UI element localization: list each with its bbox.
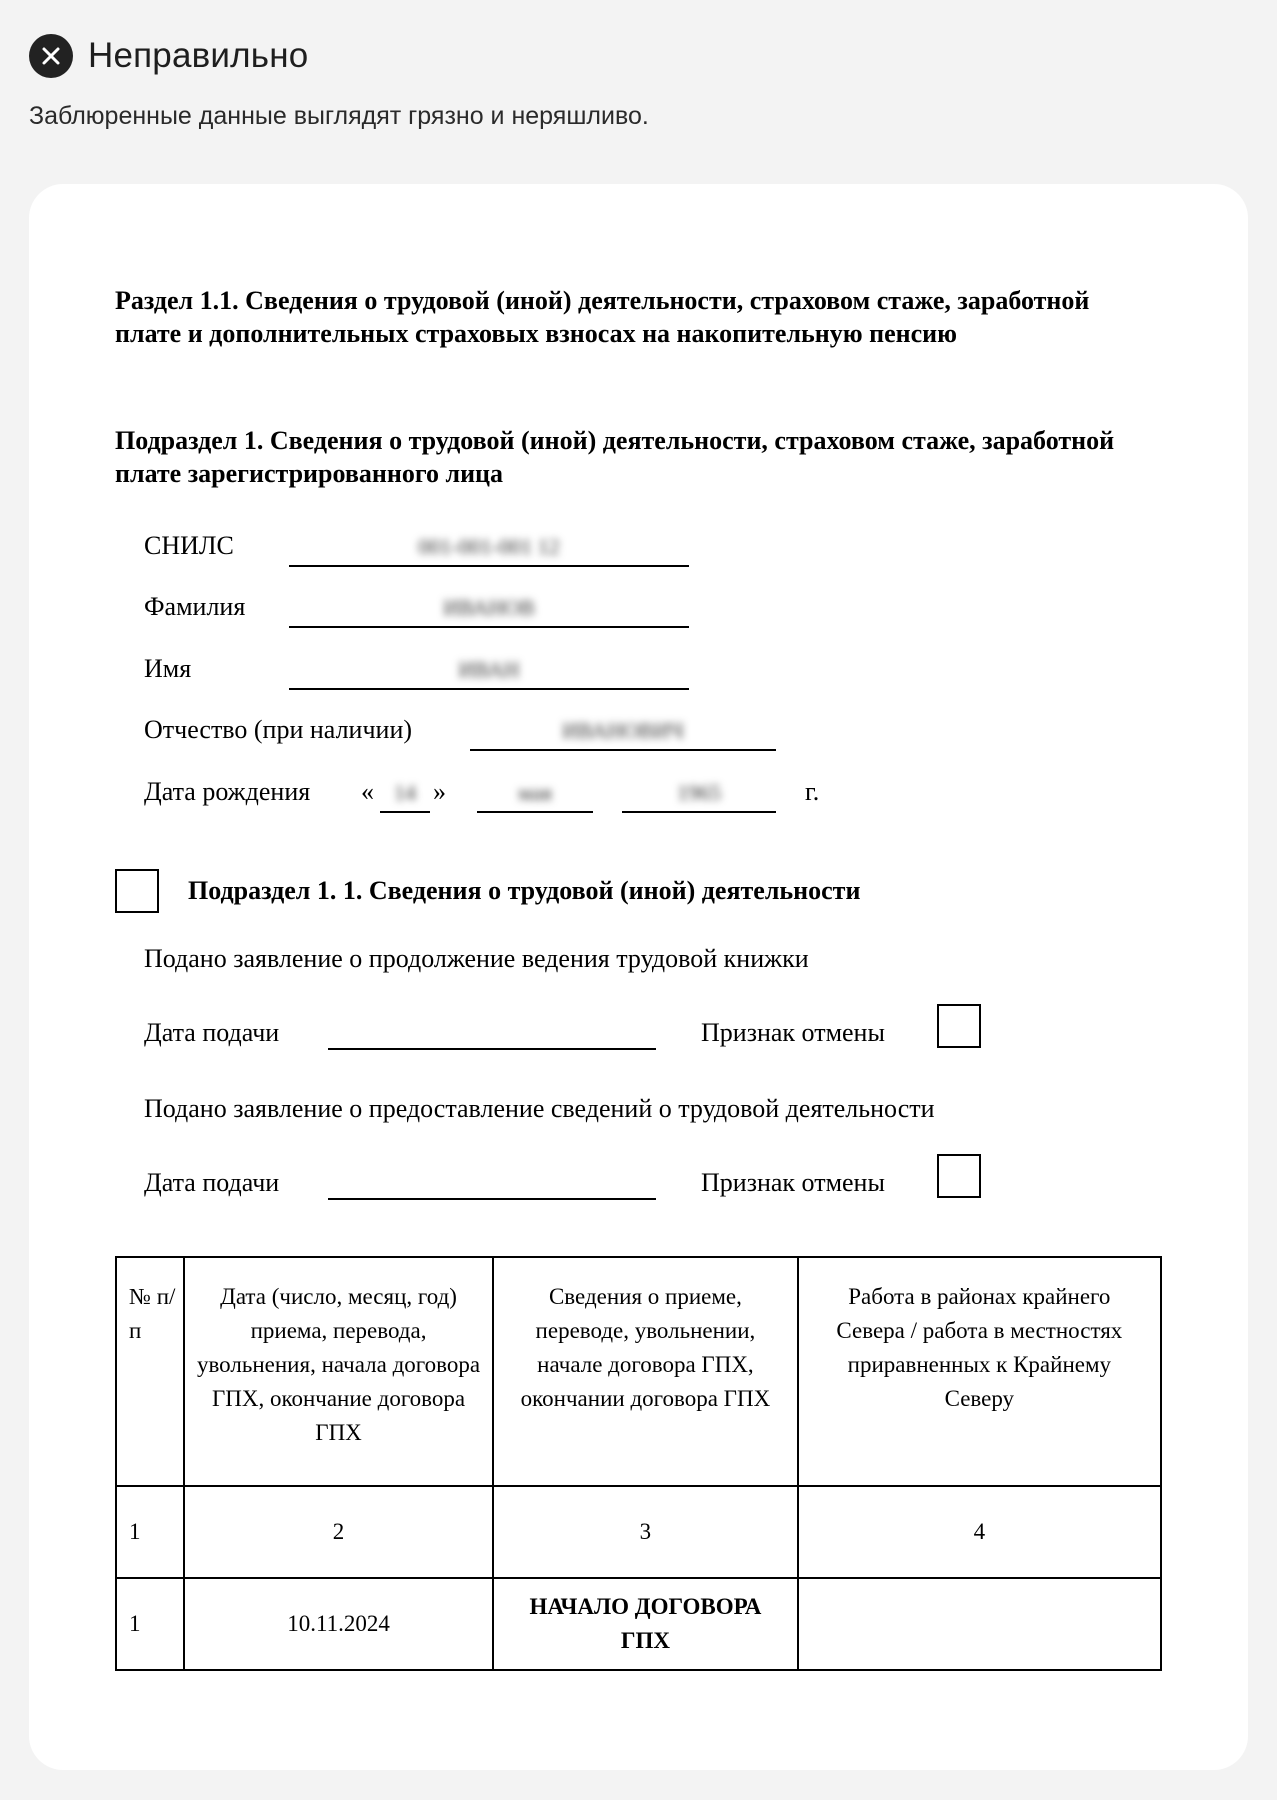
colnum-4: 4 [798, 1486, 1161, 1578]
date2-label: Дата подачи [144, 1168, 280, 1197]
header-title: Неправильно [88, 36, 309, 75]
cancel2-checkbox[interactable] [937, 1154, 981, 1198]
row-info: НАЧАЛО ДОГОВОРА ГПХ [493, 1578, 797, 1670]
birth-day-line [380, 811, 430, 813]
birth-open-quote: « [361, 777, 374, 806]
patronymic-label: Отчество (при наличии) [144, 715, 413, 744]
header-num: № п/п [116, 1257, 184, 1486]
subsection-title: Подраздел 1. Сведения о трудовой (иной) деятельности, страховом стаже, заработной плате зарегистрированного лица [115, 426, 1115, 488]
statement2-text: Подано заявление о предоставление сведений о трудовой деятельности [144, 1094, 935, 1123]
activity-table [115, 1256, 1162, 1671]
subsection-checkbox[interactable] [115, 869, 159, 913]
date2-line[interactable] [328, 1198, 656, 1200]
name-label: Имя [144, 654, 192, 683]
snils-value: 001-001-001 12 [418, 534, 560, 559]
error-header [29, 34, 308, 78]
colnum-3: 3 [493, 1486, 797, 1578]
table-header-row [116, 1257, 1161, 1486]
patronymic-line [470, 749, 776, 751]
header-subtitle: Заблюренные данные выглядят грязно и неряшливо. [29, 102, 649, 130]
cancel1-label: Признак отмены [701, 1018, 885, 1047]
table-row [116, 1578, 1161, 1670]
statement1-text: Подано заявление о продолжение ведения трудовой книжки [144, 944, 809, 973]
document-page [29, 184, 1248, 1770]
surname-value: ИВАНОВ [443, 595, 535, 620]
birth-label: Дата рождения [144, 777, 311, 806]
surname-label: Фамилия [144, 592, 246, 621]
row-date: 10.11.2024 [184, 1578, 493, 1670]
header-date: Дата (число, месяц, год) приема, перевода, увольнения, начала договора ГПХ, окончание договора ГПХ [184, 1257, 493, 1486]
cancel1-checkbox[interactable] [937, 1004, 981, 1048]
close-circle-icon [29, 34, 73, 78]
colnum-2: 2 [184, 1486, 493, 1578]
birth-day: 14 [394, 780, 416, 805]
section-title: Раздел 1.1. Сведения о трудовой (иной) деятельности, страховом стаже, заработной плате и дополнительных страховых взносах на накопительную пенсию [115, 286, 1090, 348]
snils-label: СНИЛС [144, 531, 234, 560]
name-value: ИВАН [458, 657, 520, 682]
snils-line [289, 565, 689, 567]
birth-month-line [477, 811, 593, 813]
name-line [289, 688, 689, 690]
cancel2-label: Признак отмены [701, 1168, 885, 1197]
row-num: 1 [116, 1578, 184, 1670]
birth-close-quote: » [433, 777, 446, 806]
header-info: Сведения о приеме, переводе, увольнении, начале договора ГПХ, окончании договора ГПХ [493, 1257, 797, 1486]
birth-month: мая [518, 780, 552, 805]
document-card [29, 184, 1248, 1770]
birth-year-line [622, 811, 776, 813]
date1-label: Дата подачи [144, 1018, 280, 1047]
date1-line[interactable] [328, 1048, 656, 1050]
row-north [798, 1578, 1161, 1670]
colnum-1: 1 [116, 1486, 184, 1578]
patronymic-value: ИВАНОВИЧ [562, 718, 684, 743]
birth-year: 1965 [677, 780, 721, 805]
surname-line [289, 626, 689, 628]
birth-suffix: г. [805, 777, 820, 806]
header-north: Работа в районах крайнего Севера / работа в местностях приравненных к Крайнему Северу [798, 1257, 1161, 1486]
table-column-numbers-row [116, 1486, 1161, 1578]
sub11-title: Подраздел 1. 1. Сведения о трудовой (иной) деятельности [188, 876, 861, 905]
